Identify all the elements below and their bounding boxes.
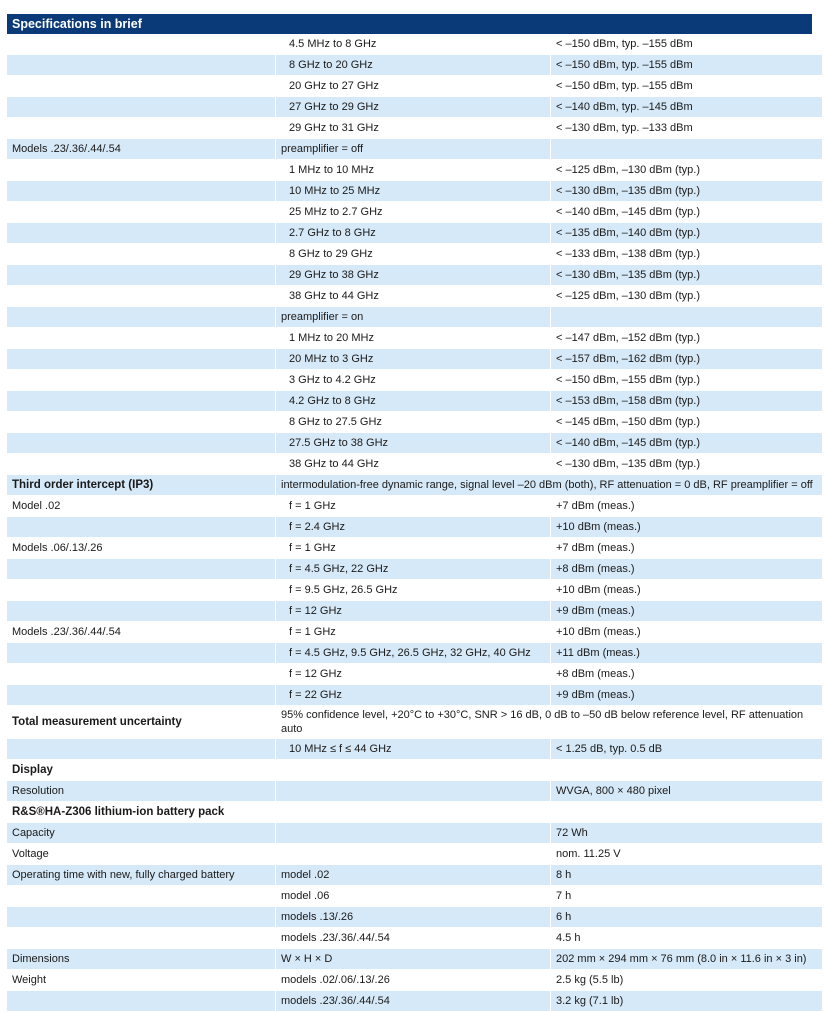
condition-note: 95% confidence level, +20°C to +30°C, SNR > 16 dB, 0 dB to –50 dB below reference level, RF attenuation auto: [276, 706, 823, 739]
value-cell: WVGA, 800 × 480 pixel: [551, 781, 823, 802]
table-row: [7, 949, 822, 970]
value-cell: [551, 307, 823, 328]
value-cell: < –130 dBm, –135 dBm (typ.): [551, 454, 823, 475]
table-row: [7, 118, 822, 139]
parameter-cell: [7, 97, 276, 118]
parameter-cell: [7, 370, 276, 391]
parameter-cell: [7, 664, 276, 685]
parameter-cell: Operating time with new, fully charged battery: [7, 865, 276, 886]
value-cell: < –130 dBm, typ. –133 dBm: [551, 118, 823, 139]
table-row: [7, 517, 822, 538]
table-row: [7, 34, 822, 55]
parameter-cell: [7, 643, 276, 664]
parameter-cell: [7, 34, 276, 55]
condition-cell: 1 MHz to 20 MHz: [276, 328, 551, 349]
value-cell: < –150 dBm, typ. –155 dBm: [551, 34, 823, 55]
table-row: [7, 928, 822, 949]
condition-cell: models .23/.36/.44/.54: [276, 928, 551, 949]
value-cell: < –135 dBm, –140 dBm (typ.): [551, 223, 823, 244]
table-row: [7, 781, 822, 802]
condition-cell: 29 GHz to 38 GHz: [276, 265, 551, 286]
parameter-cell: Dimensions: [7, 949, 276, 970]
table-row: [7, 475, 822, 496]
value-cell: < –153 dBm, –158 dBm (typ.): [551, 391, 823, 412]
table-row: [7, 139, 822, 160]
value-cell: < –125 dBm, –130 dBm (typ.): [551, 160, 823, 181]
condition-cell: 2.7 GHz to 8 GHz: [276, 223, 551, 244]
table-row: [7, 706, 822, 739]
parameter-cell: [7, 391, 276, 412]
table-row: [7, 412, 822, 433]
table-row: [7, 244, 822, 265]
value-cell: < –140 dBm, –145 dBm (typ.): [551, 202, 823, 223]
table-row: [7, 802, 822, 823]
value-cell: < –133 dBm, –138 dBm (typ.): [551, 244, 823, 265]
condition-cell: f = 4.5 GHz, 9.5 GHz, 26.5 GHz, 32 GHz, 40 GHz: [276, 643, 551, 664]
parameter-cell: [7, 991, 276, 1012]
value-cell: 3.2 kg (7.1 lb): [551, 991, 823, 1012]
condition-cell: W × H × D: [276, 949, 551, 970]
value-cell: +9 dBm (meas.): [551, 685, 823, 706]
table-row: [7, 844, 822, 865]
table-row: [7, 991, 822, 1012]
parameter-cell: [7, 559, 276, 580]
table-row: [7, 202, 822, 223]
table-row: [7, 664, 822, 685]
condition-cell: 10 MHz to 25 MHz: [276, 181, 551, 202]
condition-cell: model .02: [276, 865, 551, 886]
parameter-cell: [7, 76, 276, 97]
parameter-cell: Voltage: [7, 844, 276, 865]
parameter-cell: [7, 307, 276, 328]
condition-cell: 4.5 MHz to 8 GHz: [276, 34, 551, 55]
condition-cell: models .23/.36/.44/.54: [276, 991, 551, 1012]
table-row: [7, 601, 822, 622]
table-row: [7, 160, 822, 181]
parameter-cell: Models .23/.36/.44/.54: [7, 622, 276, 643]
value-cell: < –125 dBm, –130 dBm (typ.): [551, 286, 823, 307]
value-cell: +9 dBm (meas.): [551, 601, 823, 622]
table-row: [7, 181, 822, 202]
parameter-cell: [7, 433, 276, 454]
table-row: [7, 370, 822, 391]
value-cell: < –150 dBm, –155 dBm (typ.): [551, 370, 823, 391]
condition-cell: 10 MHz ≤ f ≤ 44 GHz: [276, 739, 551, 760]
condition-cell: 20 MHz to 3 GHz: [276, 349, 551, 370]
condition-cell: 8 GHz to 27.5 GHz: [276, 412, 551, 433]
table-row: [7, 97, 822, 118]
table-row: [7, 685, 822, 706]
table-row: [7, 823, 822, 844]
condition-cell: preamplifier = off: [276, 139, 551, 160]
value-cell: [551, 802, 823, 823]
table-row: [7, 643, 822, 664]
parameter-cell: [7, 685, 276, 706]
condition-cell: model .06: [276, 886, 551, 907]
value-cell: < –157 dBm, –162 dBm (typ.): [551, 349, 823, 370]
table-row: [7, 886, 822, 907]
condition-cell: f = 12 GHz: [276, 664, 551, 685]
parameter-cell: [7, 454, 276, 475]
parameter-cell: [7, 580, 276, 601]
parameter-cell: [7, 202, 276, 223]
condition-cell: 27.5 GHz to 38 GHz: [276, 433, 551, 454]
value-cell: +8 dBm (meas.): [551, 664, 823, 685]
value-cell: 72 Wh: [551, 823, 823, 844]
condition-cell: 3 GHz to 4.2 GHz: [276, 370, 551, 391]
value-cell: < –145 dBm, –150 dBm (typ.): [551, 412, 823, 433]
value-cell: nom. 11.25 V: [551, 844, 823, 865]
condition-cell: f = 2.4 GHz: [276, 517, 551, 538]
table-row: [7, 328, 822, 349]
parameter-cell: [7, 244, 276, 265]
parameter-cell: Weight: [7, 970, 276, 991]
condition-cell: 8 GHz to 29 GHz: [276, 244, 551, 265]
section-heading: R&S®HA-Z306 lithium-ion battery pack: [7, 802, 276, 823]
parameter-cell: [7, 739, 276, 760]
condition-cell: f = 22 GHz: [276, 685, 551, 706]
condition-cell: f = 4.5 GHz, 22 GHz: [276, 559, 551, 580]
table-row: [7, 559, 822, 580]
value-cell: 202 mm × 294 mm × 76 mm (8.0 in × 11.6 in × 3 in): [551, 949, 823, 970]
condition-cell: f = 1 GHz: [276, 622, 551, 643]
parameter-cell: [7, 286, 276, 307]
value-cell: 4.5 h: [551, 928, 823, 949]
table-row: [7, 286, 822, 307]
parameter-cell: [7, 928, 276, 949]
table-row: [7, 265, 822, 286]
condition-cell: f = 12 GHz: [276, 601, 551, 622]
value-cell: < –150 dBm, typ. –155 dBm: [551, 55, 823, 76]
table-row: [7, 454, 822, 475]
condition-cell: 1 MHz to 10 MHz: [276, 160, 551, 181]
parameter-cell: [7, 181, 276, 202]
value-cell: +10 dBm (meas.): [551, 517, 823, 538]
parameter-cell: [7, 328, 276, 349]
condition-cell: f = 9.5 GHz, 26.5 GHz: [276, 580, 551, 601]
parameter-cell: Model .02: [7, 496, 276, 517]
parameter-cell: [7, 601, 276, 622]
section-title: Specifications in brief: [7, 14, 812, 34]
condition-cell: [276, 802, 551, 823]
table-row: [7, 970, 822, 991]
parameter-cell: [7, 412, 276, 433]
value-cell: 8 h: [551, 865, 823, 886]
table-row: [7, 307, 822, 328]
value-cell: 6 h: [551, 907, 823, 928]
table-row: [7, 223, 822, 244]
value-cell: +10 dBm (meas.): [551, 622, 823, 643]
condition-cell: 29 GHz to 31 GHz: [276, 118, 551, 139]
condition-cell: 27 GHz to 29 GHz: [276, 97, 551, 118]
value-cell: < –140 dBm, –145 dBm (typ.): [551, 433, 823, 454]
parameter-cell: Capacity: [7, 823, 276, 844]
condition-cell: [276, 760, 551, 781]
condition-cell: 20 GHz to 27 GHz: [276, 76, 551, 97]
parameter-cell: [7, 118, 276, 139]
table-row: [7, 622, 822, 643]
condition-cell: 38 GHz to 44 GHz: [276, 286, 551, 307]
table-row: [7, 433, 822, 454]
spec-sheet: [7, 14, 812, 1012]
value-cell: 2.5 kg (5.5 lb): [551, 970, 823, 991]
table-row: [7, 76, 822, 97]
value-cell: [551, 139, 823, 160]
condition-cell: 8 GHz to 20 GHz: [276, 55, 551, 76]
value-cell: +11 dBm (meas.): [551, 643, 823, 664]
spec-table-body: [7, 34, 822, 1012]
value-cell: < –140 dBm, typ. –145 dBm: [551, 97, 823, 118]
value-cell: < –130 dBm, –135 dBm (typ.): [551, 265, 823, 286]
condition-cell: 38 GHz to 44 GHz: [276, 454, 551, 475]
parameter-cell: [7, 160, 276, 181]
table-row: [7, 739, 822, 760]
condition-cell: [276, 781, 551, 802]
table-row: [7, 391, 822, 412]
condition-cell: preamplifier = on: [276, 307, 551, 328]
condition-cell: models .13/.26: [276, 907, 551, 928]
parameter-cell: Resolution: [7, 781, 276, 802]
value-cell: [551, 760, 823, 781]
parameter-cell: [7, 886, 276, 907]
section-heading: Display: [7, 760, 276, 781]
table-row: [7, 907, 822, 928]
condition-cell: models .02/.06/.13/.26: [276, 970, 551, 991]
condition-cell: 4.2 GHz to 8 GHz: [276, 391, 551, 412]
table-row: [7, 496, 822, 517]
condition-cell: f = 1 GHz: [276, 538, 551, 559]
spec-table: [7, 34, 822, 1012]
value-cell: < –150 dBm, typ. –155 dBm: [551, 76, 823, 97]
value-cell: < –147 dBm, –152 dBm (typ.): [551, 328, 823, 349]
parameter-cell: [7, 349, 276, 370]
value-cell: +7 dBm (meas.): [551, 538, 823, 559]
table-row: [7, 580, 822, 601]
parameter-cell: [7, 223, 276, 244]
parameter-cell: [7, 517, 276, 538]
table-row: [7, 538, 822, 559]
table-row: [7, 55, 822, 76]
condition-note: intermodulation-free dynamic range, signal level –20 dBm (both), RF attenuation = 0 dB, RF preamplifier = off: [276, 475, 823, 496]
value-cell: +10 dBm (meas.): [551, 580, 823, 601]
condition-cell: 25 MHz to 2.7 GHz: [276, 202, 551, 223]
section-heading: Total measurement uncertainty: [7, 706, 276, 739]
value-cell: < 1.25 dB, typ. 0.5 dB: [551, 739, 823, 760]
parameter-cell: Models .06/.13/.26: [7, 538, 276, 559]
parameter-cell: [7, 265, 276, 286]
condition-cell: [276, 823, 551, 844]
table-row: [7, 349, 822, 370]
condition-cell: f = 1 GHz: [276, 496, 551, 517]
condition-cell: [276, 844, 551, 865]
table-row: [7, 760, 822, 781]
value-cell: 7 h: [551, 886, 823, 907]
value-cell: +8 dBm (meas.): [551, 559, 823, 580]
table-row: [7, 865, 822, 886]
parameter-cell: [7, 55, 276, 76]
value-cell: +7 dBm (meas.): [551, 496, 823, 517]
value-cell: < –130 dBm, –135 dBm (typ.): [551, 181, 823, 202]
parameter-cell: Models .23/.36/.44/.54: [7, 139, 276, 160]
section-heading: Third order intercept (IP3): [7, 475, 276, 496]
parameter-cell: [7, 907, 276, 928]
